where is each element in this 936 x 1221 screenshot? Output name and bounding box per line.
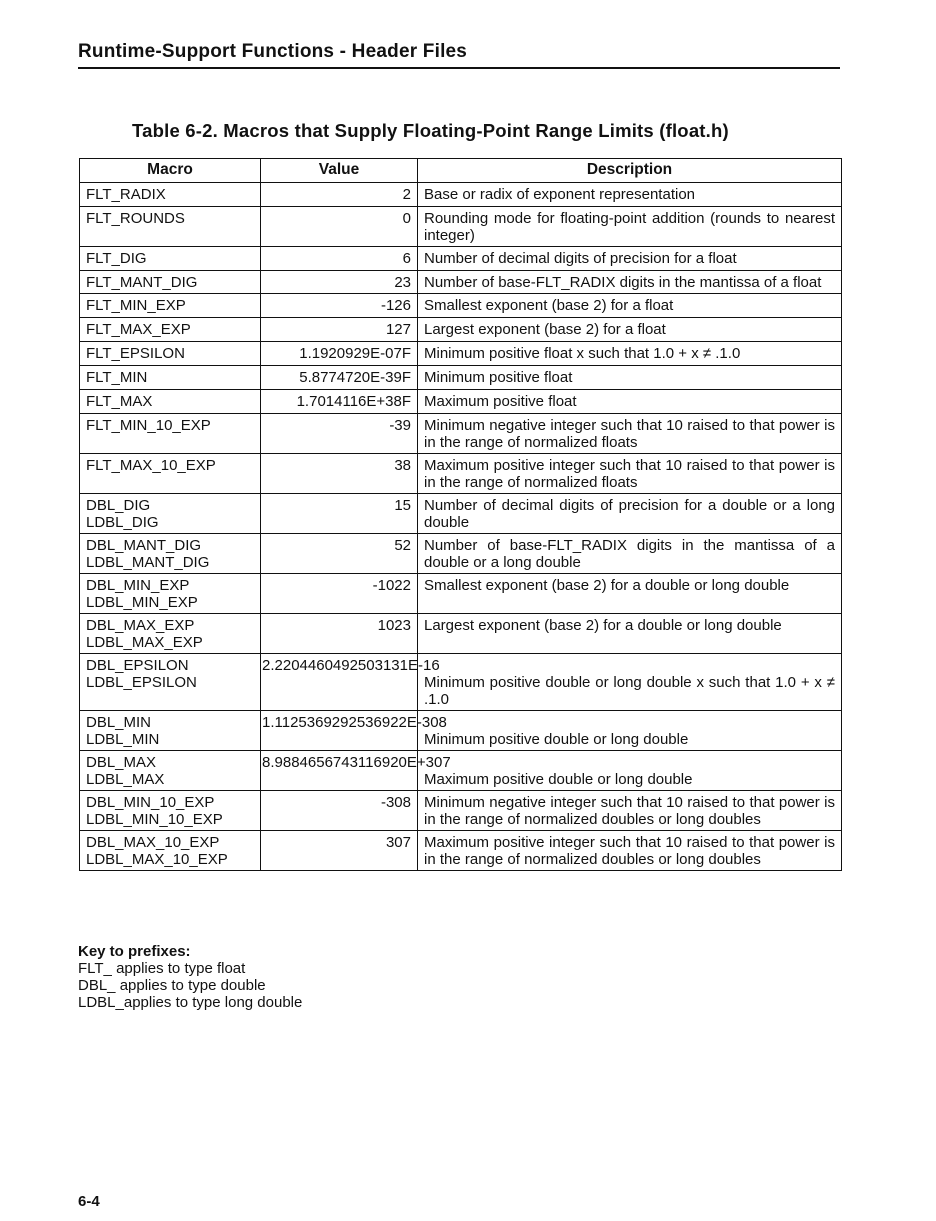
value-cell: 127 [261,318,418,342]
table-row [80,271,842,294]
table-row [80,534,842,574]
macro-cell [80,654,261,711]
macro-name: FLT_MIN_10_EXP [86,417,211,434]
value-cell: -308 [261,791,418,831]
macro-name: LDBL_MIN [86,731,160,748]
macro-name: LDBL_MAX_EXP [86,634,203,651]
table-row [80,494,842,534]
table-row [80,414,842,454]
macro-name: FLT_MAX_EXP [86,321,191,338]
macro-name: DBL_DIG [86,497,151,514]
description-cell: Smallest exponent (base 2) for a float [418,294,842,318]
page-number: 6-4 [78,1193,100,1210]
description-cell: Maximum positive integer such that 10 raised to that power is in the range of normalized floats [418,454,842,494]
macro-name: DBL_MIN_EXP [86,577,190,594]
macro-name: LDBL_MANT_DIG [86,554,210,571]
description-cell: Maximum positive integer such that 10 raised to that power is in the range of normalized doubles or long doubles [418,831,842,871]
description-cell: Number of base-FLT_RADIX digits in the mantissa of a double or a long double [418,534,842,574]
table-title: Table 6-2. Macros that Supply Floating-Point Range Limits (float.h) [132,120,729,141]
macro-cell [80,614,261,654]
value-cell [261,751,451,791]
column-header-value: Value [261,159,418,183]
macro-name: LDBL_MIN_10_EXP [86,811,223,828]
macro-name: DBL_EPSILON [86,657,189,674]
macro-name: DBL_MAX_EXP [86,617,195,634]
description-cell: Minimum negative integer such that 10 raised to that power is in the range of normalized floats [418,414,842,454]
table-row [80,247,842,271]
table-row [80,318,842,342]
macro-cell [80,574,261,614]
value-text: 1.1125369292536922E-308 [262,714,447,731]
macro-name: FLT_RADIX [86,186,166,203]
macro-name: LDBL_EPSILON [86,674,197,691]
description-cell: Rounding mode for floating-point addition (rounds to nearest integer) [418,207,842,247]
table-row [80,207,842,247]
description-cell: Number of base-FLT_RADIX digits in the mantissa of a float [418,271,842,294]
table-row [80,366,842,390]
value-cell: 1.1920929E-07F [261,342,418,366]
value-cell: 307 [261,831,418,871]
macro-name: FLT_MAX [86,393,153,410]
macro-cell [80,494,261,534]
table-row [80,614,842,654]
running-head: Runtime-Support Functions - Header Files [78,41,468,62]
macro-cell [80,247,261,271]
macro-cell [80,366,261,390]
table-row [80,454,842,494]
key-item-ldbl: LDBL_applies to type long double [78,994,303,1011]
macro-cell [80,342,261,366]
header-rule [78,67,840,69]
macro-cell [80,751,261,791]
table-row [80,183,842,207]
float-limits-table [79,158,842,871]
macro-name: LDBL_MAX [86,771,165,788]
macro-name: LDBL_MAX_10_EXP [86,851,228,868]
value-text: 8.9884656743116920E+307 [262,754,451,771]
macro-cell [80,390,261,414]
macro-name: FLT_MIN [86,369,148,386]
value-cell: 23 [261,271,418,294]
value-cell: 0 [261,207,418,247]
value-text: 2.2204460492503131E-16 [262,657,440,674]
macro-name: DBL_MIN [86,714,152,731]
description-cell: Maximum positive double or long double [418,751,842,791]
table-row [80,342,842,366]
description-cell: Largest exponent (base 2) for a double or long double [418,614,842,654]
table-row [80,831,842,871]
table-row [80,654,842,711]
table-row [80,791,842,831]
value-cell [261,654,440,711]
key-title: Key to prefixes: [78,943,191,960]
key-item-dbl: DBL_ applies to type double [78,977,266,994]
column-header-description: Description [418,159,842,183]
key-item-flt: FLT_ applies to type float [78,960,246,977]
value-cell: 38 [261,454,418,494]
value-cell: 2 [261,183,418,207]
macro-name: LDBL_DIG [86,514,159,531]
description-cell: Number of decimal digits of precision for a double or a long double [418,494,842,534]
macro-cell [80,207,261,247]
value-cell: -126 [261,294,418,318]
table-row [80,294,842,318]
macro-name: FLT_ROUNDS [86,210,185,227]
description-cell: Number of decimal digits of precision for a float [418,247,842,271]
column-header-macro: Macro [80,159,261,183]
macro-name: DBL_MANT_DIG [86,537,202,554]
description-cell: Smallest exponent (base 2) for a double or long double [418,574,842,614]
macro-name: DBL_MAX_10_EXP [86,834,220,851]
value-cell: 1023 [261,614,418,654]
table-row [80,574,842,614]
value-cell [261,711,447,751]
description-cell: Minimum positive float [418,366,842,390]
macro-name: FLT_MANT_DIG [86,274,198,291]
macro-cell [80,414,261,454]
macro-name: DBL_MAX [86,754,157,771]
table-row [80,711,842,751]
macro-cell [80,271,261,294]
description-cell: Maximum positive float [418,390,842,414]
table-row [80,751,842,791]
value-cell: 6 [261,247,418,271]
macro-name: FLT_DIG [86,250,147,267]
macro-cell [80,831,261,871]
macro-name: FLT_MAX_10_EXP [86,457,216,474]
value-cell: -39 [261,414,418,454]
macro-name: LDBL_MIN_EXP [86,594,198,611]
macro-name: FLT_EPSILON [86,345,185,362]
description-cell: Minimum positive double or long double x such that 1.0 + x ≠ .1.0 [418,654,842,711]
value-cell: 52 [261,534,418,574]
description-cell: Minimum positive double or long double [418,711,842,751]
macro-cell [80,454,261,494]
macro-name: FLT_MIN_EXP [86,297,186,314]
value-cell: 15 [261,494,418,534]
macro-name: DBL_MIN_10_EXP [86,794,215,811]
description-cell: Base or radix of exponent representation [418,183,842,207]
macro-cell [80,318,261,342]
macro-cell [80,294,261,318]
table-header-row [80,159,842,183]
table-row [80,390,842,414]
description-cell: Minimum negative integer such that 10 raised to that power is in the range of normalized doubles or long doubles [418,791,842,831]
value-cell: 5.8774720E-39F [261,366,418,390]
macro-cell [80,534,261,574]
prefix-key [78,943,302,1011]
macro-cell [80,183,261,207]
value-cell: -1022 [261,574,418,614]
value-cell: 1.7014116E+38F [261,390,418,414]
macro-cell [80,711,261,751]
description-cell: Largest exponent (base 2) for a float [418,318,842,342]
macro-cell [80,791,261,831]
description-cell: Minimum positive float x such that 1.0 + x ≠ .1.0 [418,342,842,366]
